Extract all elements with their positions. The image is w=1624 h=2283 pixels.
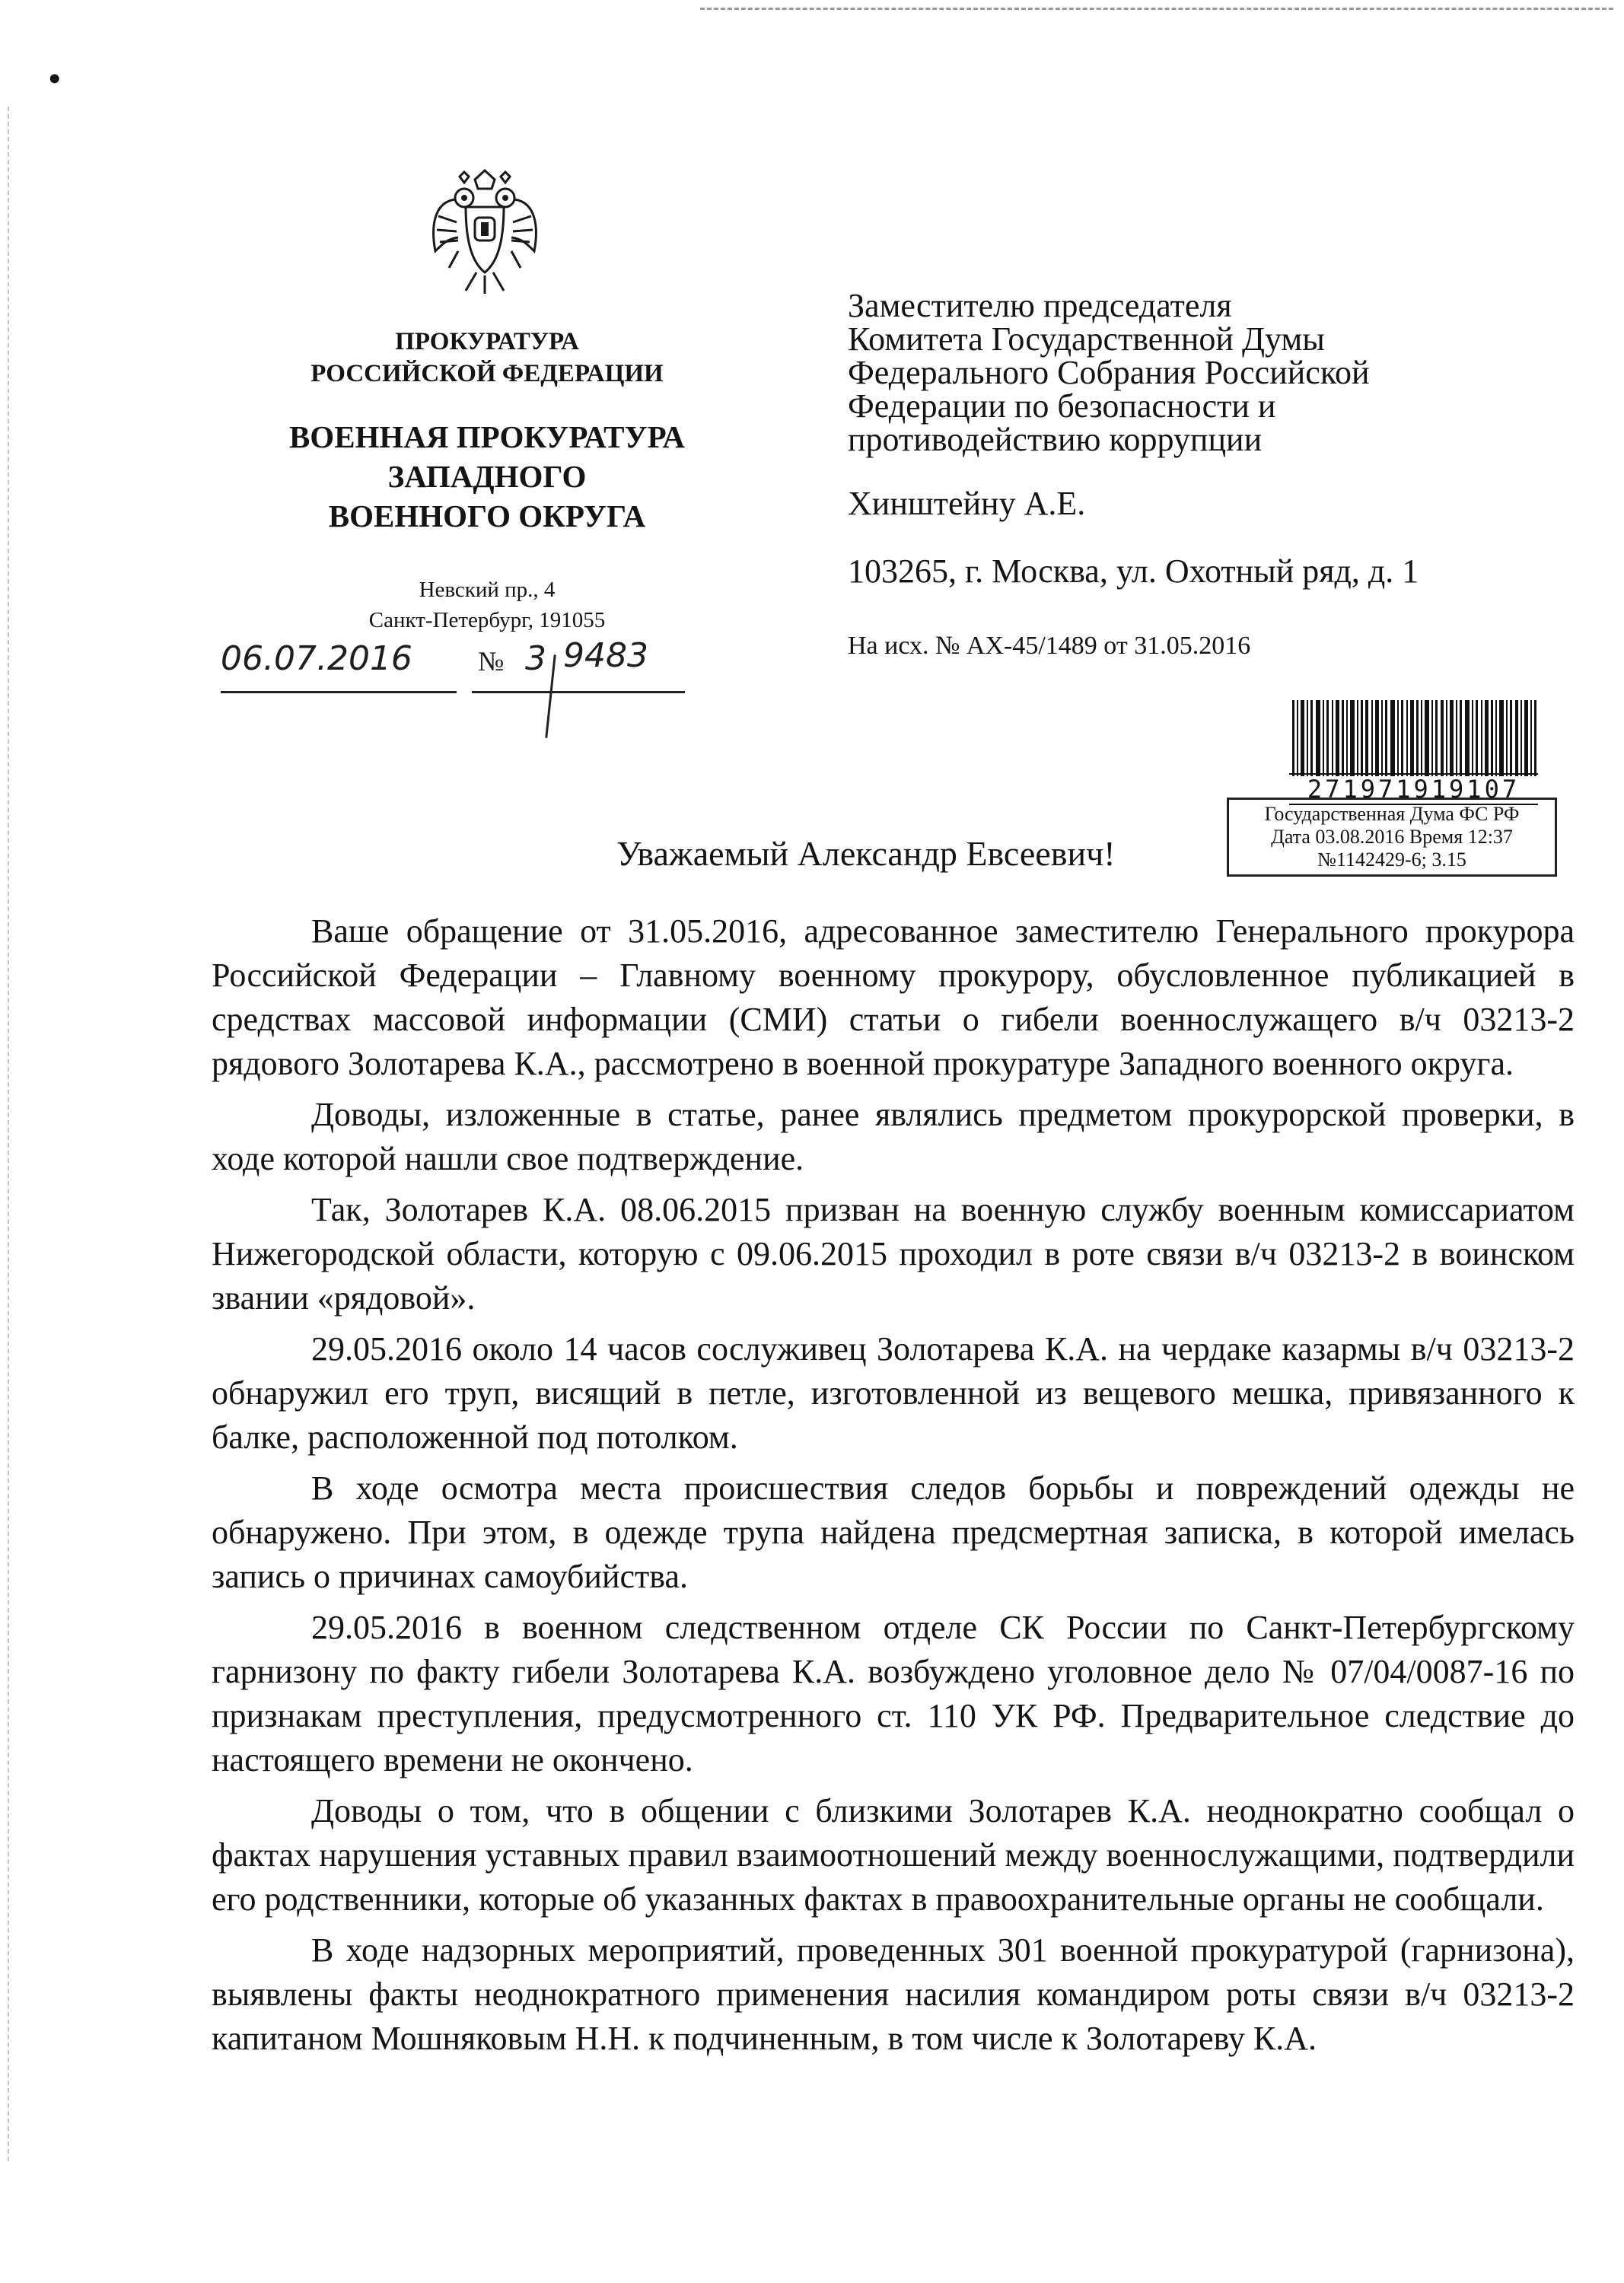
barcode	[1289, 700, 1548, 805]
recipient-position	[848, 289, 1563, 457]
scan-mark: •	[43, 59, 67, 99]
org-main-line: ВОЕННАЯ ПРОКУРАТУРА	[288, 419, 686, 454]
recipient-line: Заместителю председателя	[848, 287, 1232, 324]
body-paragraph: Ваше обращение от 31.05.2016, адресованное заместителю Генерального прокурора Российской Федерации – Главному военному прокурору, обусловленное публикацией в средствах массовой информации (СМИ) статьи о гибели военнослужащего в/ч 03213-2 рядового Золотарева К.А., рассмотрено в военной прокуратуре Западного военного округа.	[212, 912, 1575, 1082]
incoming-reference: На исх. № АХ-45/1489 от 31.05.2016	[848, 632, 1251, 660]
recipient-line: Федерального Собрания Российской	[848, 354, 1370, 391]
body-paragraph: Доводы, изложенные в статье, ранее являлись предметом прокурорской проверки, в ходе которой нашли свое подтверждение.	[212, 1096, 1575, 1177]
stamp-line: Государственная Дума ФС РФ	[1264, 803, 1520, 825]
body-paragraph: Доводы о том, что в общении с близкими Золотарев К.А. неоднократно сообщал о фактах нарушения уставных правил взаимоотношений между военнослужащими, подтвердили его родственники, которые об указанных фактах в правоохранительные органы не сообщали.	[212, 1792, 1575, 1918]
recipient-line: Комитета Государственной Думы	[848, 320, 1325, 358]
military-prosecutor-office-title	[259, 417, 715, 536]
outgoing-date: 06.07.2016	[221, 639, 412, 678]
body-paragraph: В ходе осмотра места происшествия следов борьбы и повреждений одежды не обнаружено. При этом, в одежде трупа найдена предсмертная записка, в которой имелась запись о причинах самоубийства.	[212, 1469, 1575, 1595]
outgoing-number-label: №	[478, 646, 505, 677]
outgoing-number-value: 9483	[563, 636, 648, 675]
prosecutor-office-title	[259, 326, 715, 390]
stamp-line: №1142429-6; 3.15	[1317, 849, 1466, 871]
stamp-line: Дата 03.08.2016 Время 12:37	[1271, 826, 1513, 848]
org-main-line: ВОЕННОГО ОКРУГА	[328, 498, 646, 533]
sender-address	[259, 575, 715, 635]
scan-left-edge-dashes	[8, 107, 9, 2161]
org-title-line: ПРОКУРАТУРА	[395, 328, 579, 355]
recipient-name: Хинштейну А.Е.	[848, 485, 1086, 522]
recipient-line: Федерации по безопасности и	[848, 387, 1276, 425]
body-paragraph: 29.05.2016 в военном следственном отделе СК России по Санкт-Петербургскому гарнизону по факту гибели Золотарева К.А. возбуждено уголовное дело № 07/04/0087-16 по признакам преступления, предусмотренного ст. 110 УК РФ. Предварительное следствие до настоящего времени не окончено.	[212, 1609, 1575, 1778]
coat-of-arms-eagle-icon	[428, 169, 542, 297]
outgoing-number-prefix: 3	[525, 639, 546, 678]
salutation: Уважаемый Александр Евсеевич!	[616, 834, 1116, 873]
body-paragraph: 29.05.2016 около 14 часов сослуживец Золотарева К.А. на чердаке казармы в/ч 03213-2 обнаружил его труп, висящий в петле, изготовленной из вещевого мешка, привязанного к балке, расположенной под потолком.	[212, 1330, 1575, 1456]
barcode-number: 271971919107	[1289, 773, 1538, 805]
recipient-address: 103265, г. Москва, ул. Охотный ряд, д. 1	[848, 552, 1419, 590]
body-paragraph: В ходе надзорных мероприятий, проведенных 301 военной прокуратурой (гарнизона), выявлены факты неоднократного применения насилия командиром роты связи в/ч 03213-2 капитаном Мошняковым Н.Н. к подчиненным, в том числе к Золотареву К.А.	[212, 1931, 1575, 2057]
org-main-line: ЗАПАДНОГО	[387, 459, 587, 494]
barcode-icon	[1289, 700, 1540, 776]
org-title-line: РОССИЙСКОЙ ФЕДЕРАЦИИ	[310, 360, 664, 387]
body-paragraph: Так, Золотарев К.А. 08.06.2015 призван на военную службу военным комиссариатом Нижегородской области, которую с 09.06.2015 проходил в роте связи в/ч 03213-2 в воинском звании «рядовой».	[212, 1191, 1575, 1317]
address-line: Невский пр., 4	[419, 578, 556, 602]
outgoing-number	[221, 636, 693, 700]
letter-body	[212, 909, 1575, 2068]
address-line: Санкт-Петербург, 191055	[368, 608, 606, 632]
recipient-line: противодействию коррупции	[848, 421, 1263, 458]
registration-stamp	[1227, 798, 1557, 877]
scan-edge-dashes	[700, 8, 1613, 10]
